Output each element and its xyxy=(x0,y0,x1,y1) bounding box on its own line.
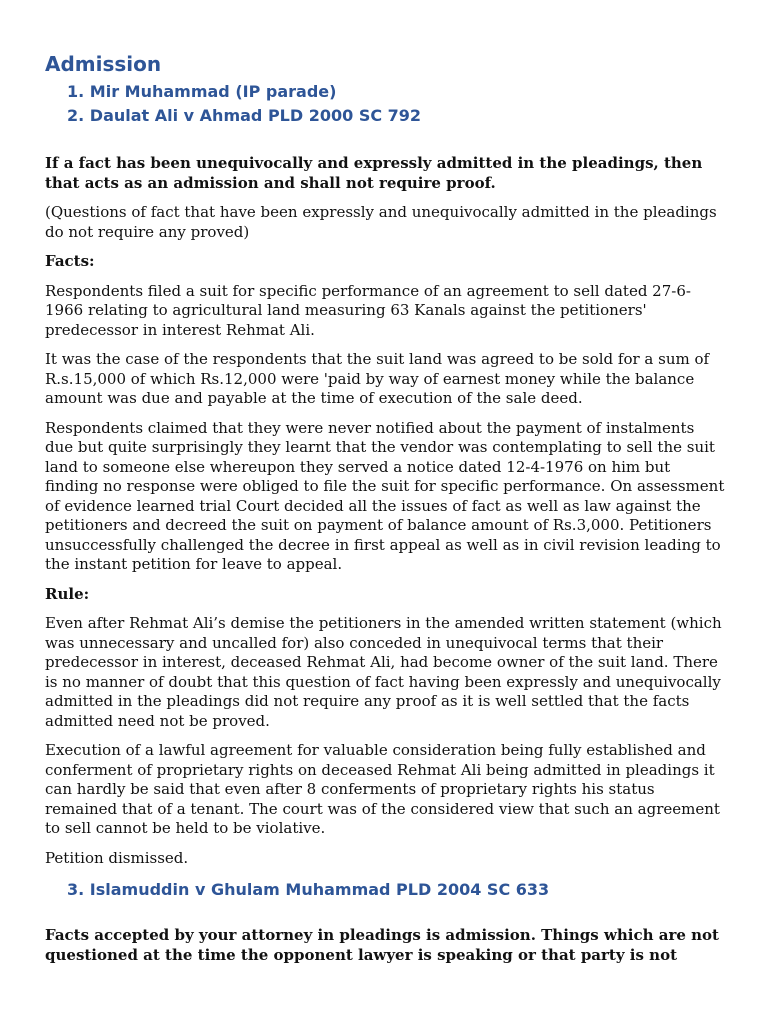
rule-label: Rule: xyxy=(45,584,90,603)
facts-paragraph: It was the case of the respondents that the suit land was agreed to be sold for a sum of R.s.15,000 of which Rs.12,000 were 'paid by way of earnest money while the balance amount was due and payable at the time of execution of the sale deed. xyxy=(45,350,710,407)
case-paraphrase: (Questions of fact that have been expressly and unequivocally admitted in the pleadings do not require any proved) xyxy=(45,203,717,241)
facts-paragraph: Respondents claimed that they were never notified about the payment of instalments due but quite surprisingly they learnt that the vendor was contemplating to sell the suit land to someone else whereupon they served a notice dated 12-4-1976 on him but finding no response were obliged to file the suit for specific performance. On assessment of evidence learned trial Court decided all the issues of fact as well as law against the petitioners and decreed the suit on payment of balance amount of Rs.3,000. Petitioners unsuccessfully challenged the decree in first appeal as well as in civil revision leading to the instant petition for leave to appeal. xyxy=(45,418,725,573)
rule-paragraph: Execution of a lawful agreement for valuable consideration being fully established and conferment of proprietary rights on deceased Rehmat Ali being admitted in pleadings it can hardly be said that even after 8 conferments of proprietary rights his status remained that of a tenant. The court was of the considered view that such an agreement to sell cannot be held to be violative. xyxy=(45,741,720,837)
rule-paragraph: Even after Rehmat Ali’s demise the petitioners in the amended written statement (which was unnecessary and uncalled for) also conceded in unequivocal terms that their predecessor in interest, deceased Rehmat Ali, had become owner of the suit land. There is no manner of doubt that this question of fact having been expressly and unequivocally admitted in the pleadings did not require any proof as it is well settled that the facts admitted need not be proved. xyxy=(45,614,722,730)
case-principle: Facts accepted by your attorney in pleadings is admission. Things which are not questioned at the time the opponent lawyer is speaking or that party is not xyxy=(45,926,719,964)
facts-paragraph: Respondents filed a suit for specific performance of an agreement to sell dated 27-6-1966 relating to agricultural land measuring 63 Kanals against the petitioners' predecessor in interest Rehmat Ali. xyxy=(45,281,691,339)
case-principle: If a fact has been unequivocally and expressly admitted in the pleadings, then that acts as an admission and shall not require proof. xyxy=(45,154,703,192)
document-page xyxy=(45,52,725,975)
spacer xyxy=(45,902,725,926)
facts-label: Facts: xyxy=(45,252,95,270)
case-item-islamuddin: 3. Islamuddin v Ghulam Muhammad PLD 2004 SC 633 xyxy=(67,880,550,899)
spacer xyxy=(45,128,725,154)
case-item-daulat-ali: 2. Daulat Ali v Ahmad PLD 2000 SC 792 xyxy=(67,106,422,125)
case-outcome: Petition dismissed. xyxy=(45,848,189,867)
section-heading: Admission xyxy=(45,52,162,76)
case-item-mir-muhammad: 1. Mir Muhammad (IP parade) xyxy=(67,82,337,101)
case-list xyxy=(45,80,725,128)
